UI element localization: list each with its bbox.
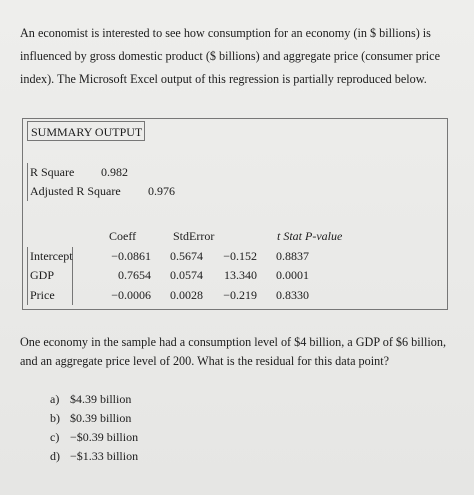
r-square-value: 0.982 (101, 165, 128, 179)
question-text: One economy in the sample had a consumption level of $4 billion, a GDP of $6 billion, and an aggregate price level of 200. What is the residual for this data point? (20, 335, 447, 368)
intercept-coeff: −0.0861 (111, 249, 151, 263)
option-letter: d) (50, 449, 60, 463)
adjusted-r-square-label: Adjusted R Square (30, 184, 121, 198)
option-a[interactable] (50, 390, 138, 409)
intercept-tstat: −0.152 (223, 249, 257, 263)
price-pvalue: 0.8330 (276, 288, 309, 302)
intercept-stderr: 0.5674 (170, 249, 203, 263)
row-label-gdp: GDP (30, 268, 55, 282)
option-text: −$0.39 billion (70, 430, 139, 444)
price-stderr: 0.0028 (170, 288, 203, 302)
option-d[interactable] (50, 447, 138, 466)
option-letter: c) (50, 430, 60, 444)
intercept-pvalue: 0.8837 (276, 249, 309, 263)
summary-output-table (22, 118, 448, 310)
summary-output-title: SUMMARY OUTPUT (27, 121, 145, 141)
price-tstat: −0.219 (223, 288, 257, 302)
tstat-pvalue-header: t Stat P-value (277, 229, 343, 243)
gdp-tstat: 13.340 (224, 268, 257, 282)
r-square-label: R Square (30, 165, 75, 179)
option-text: $0.39 billion (70, 411, 132, 425)
row-label-intercept: Intercept (30, 249, 73, 263)
gdp-stderr: 0.0574 (170, 268, 203, 282)
gdp-coeff: 0.7654 (118, 268, 151, 282)
option-text: $4.39 billion (70, 392, 132, 406)
gdp-pvalue: 0.0001 (276, 268, 309, 282)
adjusted-r-square-value: 0.976 (148, 184, 175, 198)
option-letter: b) (50, 411, 60, 425)
option-c[interactable] (50, 428, 138, 447)
option-b[interactable] (50, 409, 138, 428)
option-letter: a) (50, 392, 60, 406)
option-text: −$1.33 billion (70, 449, 139, 463)
row-label-price: Price (30, 288, 55, 302)
stderr-header: StdError (173, 229, 215, 243)
coeff-header: Coeff (109, 229, 137, 243)
answer-options (50, 390, 138, 466)
price-coeff: −0.0006 (111, 288, 151, 302)
problem-intro: An economist is interested to see how consumption for an economy (in $ billions) is influenced by gross domestic product ($ billions) and aggregate price (consumer price index). The Microsoft Excel output of this regression is partially reproduced below. (20, 26, 440, 86)
